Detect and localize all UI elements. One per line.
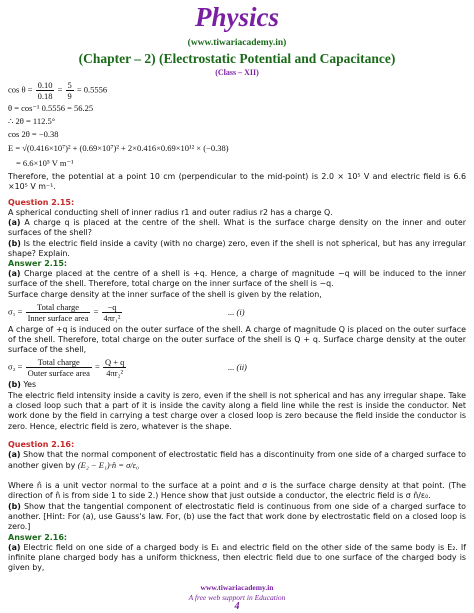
answer-2-15-part-a bbox=[8, 269, 466, 289]
unit-vector-paragraph: Where n̂ is a unit vector normal to the surface at a point and σ is the surface charge density at that point. (The direction of n̂ is from side 1 to side 2.) Hence show that just outside a conductor, the electric field is σ n̂/ε₀. bbox=[8, 481, 466, 501]
sigma1-equation bbox=[8, 302, 123, 323]
discontinuity-equation: (E₂ − E₁)·n̂ = σ/ε₀ bbox=[77, 460, 139, 471]
class-label: (Class – XII) bbox=[215, 68, 259, 77]
cos-two-theta-equation: cos 2θ = −0.38 bbox=[8, 129, 59, 139]
question-2-16-part-b bbox=[8, 502, 466, 533]
question-2-16-part-a bbox=[8, 450, 466, 471]
theta-equation: θ = cos⁻¹ 0.5556 = 56.25 bbox=[8, 103, 94, 113]
part-label: (b) bbox=[8, 239, 21, 248]
fraction-denominator: Outer surface area bbox=[27, 368, 90, 378]
part-text: Electric field on one side of a charged body is E₁ and electric field on the other side of the same body is E₂. If infinite plane charged body has a uniform thickness, then electric field due to one surface of the charged body is given by, bbox=[8, 543, 466, 573]
sigma2-lhs: σ₂ = bbox=[8, 361, 23, 372]
sigma2-equation bbox=[8, 357, 127, 378]
answer-2-16-part-a bbox=[8, 543, 466, 574]
part-text: Show that the normal component of electrostatic field has a discontinuity from one side of a charged surface to another given by bbox=[8, 450, 466, 471]
answer-2-16-heading: Answer 2.16: bbox=[8, 533, 68, 542]
electric-field-equation: E = √(0.416×10⁷)² + (0.69×10⁷)² + 2×0.416×0.69×10¹² × (−0.38) bbox=[8, 143, 229, 153]
question-2-15-part-b bbox=[8, 239, 466, 259]
fraction-denominator: 9 bbox=[67, 91, 72, 101]
part-text: Yes bbox=[20, 380, 37, 389]
chapter-heading: (Chapter – 2) (Electrostatic Potential and Capacitance) bbox=[78, 51, 396, 66]
part-text: Is the electric field inside a cavity (with no charge) zero, even if the shell is not spherical, but has any irregular shape? Explain. bbox=[8, 239, 466, 259]
equation-reference-ii: ... (ii) bbox=[228, 362, 247, 372]
fraction-denominator: 4πr₁² bbox=[103, 313, 121, 323]
fraction-numerator: 0.10 bbox=[37, 80, 53, 90]
answer-2-15-heading: Answer 2.15: bbox=[8, 259, 68, 268]
footer-website-url[interactable]: www.tiwariacademy.in bbox=[200, 583, 274, 592]
cavity-explanation: The electric field intensity inside a cavity is zero, even if the shell is not spherical and has any irregular shape. Take a closed loop such that a part of it is inside the cavity along a field line while the rest is inside the conductor. Net work done by the field in carrying a test charge over a closed loop is zero because the field inside the conductor is zero. Hence, electric field is zero, whatever is the shape. bbox=[8, 391, 466, 431]
cos-theta-equation bbox=[8, 80, 107, 101]
part-label: (a) bbox=[8, 218, 21, 227]
equals-sign: = bbox=[95, 361, 100, 372]
fraction bbox=[26, 357, 92, 378]
fraction bbox=[26, 302, 91, 323]
part-text: Charge placed at the centre of a shell is +q. Hence, a charge of magnitude −q will be induced to the inner surface of the shell. Therefore, total charge on the inner surface of the shell is −q. bbox=[8, 269, 466, 289]
outer-surface-paragraph: A charge of +q is induced on the outer surface of the shell. A charge of magnitude Q is placed on the outer surface of the shell. Therefore, total charge on the outer surface of the shell is Q + q. Surface charge density at the outer surface of the shell, bbox=[8, 325, 466, 355]
electric-field-result: = 6.6×10⁵ V m⁻¹ bbox=[16, 158, 74, 168]
part-text: Show that the tangential component of electrostatic field is continuous from one side of a charged surface to another. [Hint: For (a), use Gauss's law. For, (b) use the fact that work done by electrostatic field on a closed loop is zero.] bbox=[8, 502, 466, 532]
page-title: Physics bbox=[195, 2, 279, 32]
cos-theta-lhs: cos θ = bbox=[8, 84, 33, 95]
fraction-numerator: −q bbox=[102, 302, 123, 313]
fraction-numerator: 5 bbox=[67, 80, 72, 90]
fraction-denominator: 4πr₂² bbox=[106, 368, 124, 378]
two-theta-equation: ∴ 2θ = 112.5° bbox=[8, 116, 56, 126]
cos-theta-result: = 0.5556 bbox=[76, 84, 108, 95]
fraction bbox=[103, 357, 126, 378]
fraction-denominator: 0.18 bbox=[37, 91, 53, 101]
fraction bbox=[102, 302, 123, 323]
fraction bbox=[66, 80, 74, 101]
part-label: (b) bbox=[8, 502, 21, 511]
question-2-16-heading: Question 2.16: bbox=[8, 440, 75, 449]
therefore-paragraph: Therefore, the potential at a point 10 cm (perpendicular to the mid-point) is 2.0 × 10⁵ V and electric field is 6.6 ×10⁵ V m⁻¹. bbox=[8, 172, 466, 192]
footer-tagline: A free web support in Education bbox=[188, 593, 286, 602]
page-number: 4 bbox=[234, 601, 240, 612]
part-label: (b) bbox=[8, 380, 21, 389]
fraction-numerator: Total charge bbox=[26, 302, 91, 313]
question-2-15-intro: A spherical conducting shell of inner radius r1 and outer radius r2 has a charge Q. bbox=[8, 208, 333, 217]
equals-sign: = bbox=[93, 306, 99, 317]
equals-sign: = bbox=[57, 84, 63, 95]
equation-reference-i: ... (i) bbox=[228, 307, 245, 317]
fraction-numerator: Q + q bbox=[104, 357, 125, 367]
question-2-15-part-a bbox=[8, 218, 466, 238]
fraction bbox=[36, 80, 55, 101]
surface-density-intro: Surface charge density at the inner surface of the shell is given by the relation, bbox=[8, 290, 322, 299]
part-label: (a) bbox=[8, 450, 21, 459]
header-website-url[interactable]: (www.tiwariacademy.in) bbox=[187, 38, 287, 48]
fraction-numerator: Total charge bbox=[26, 357, 92, 368]
part-label: (a) bbox=[8, 543, 21, 552]
fraction-denominator: Inner surface area bbox=[27, 313, 89, 323]
sigma1-lhs: σ₁ = bbox=[8, 306, 23, 317]
question-2-15-heading: Question 2.15: bbox=[8, 198, 75, 207]
part-label: (a) bbox=[8, 269, 21, 278]
answer-2-15-part-b bbox=[8, 380, 466, 390]
part-text: A charge q is placed at the centre of the shell. What is the surface charge density on the inner and outer surfaces of the shell? bbox=[8, 218, 466, 238]
